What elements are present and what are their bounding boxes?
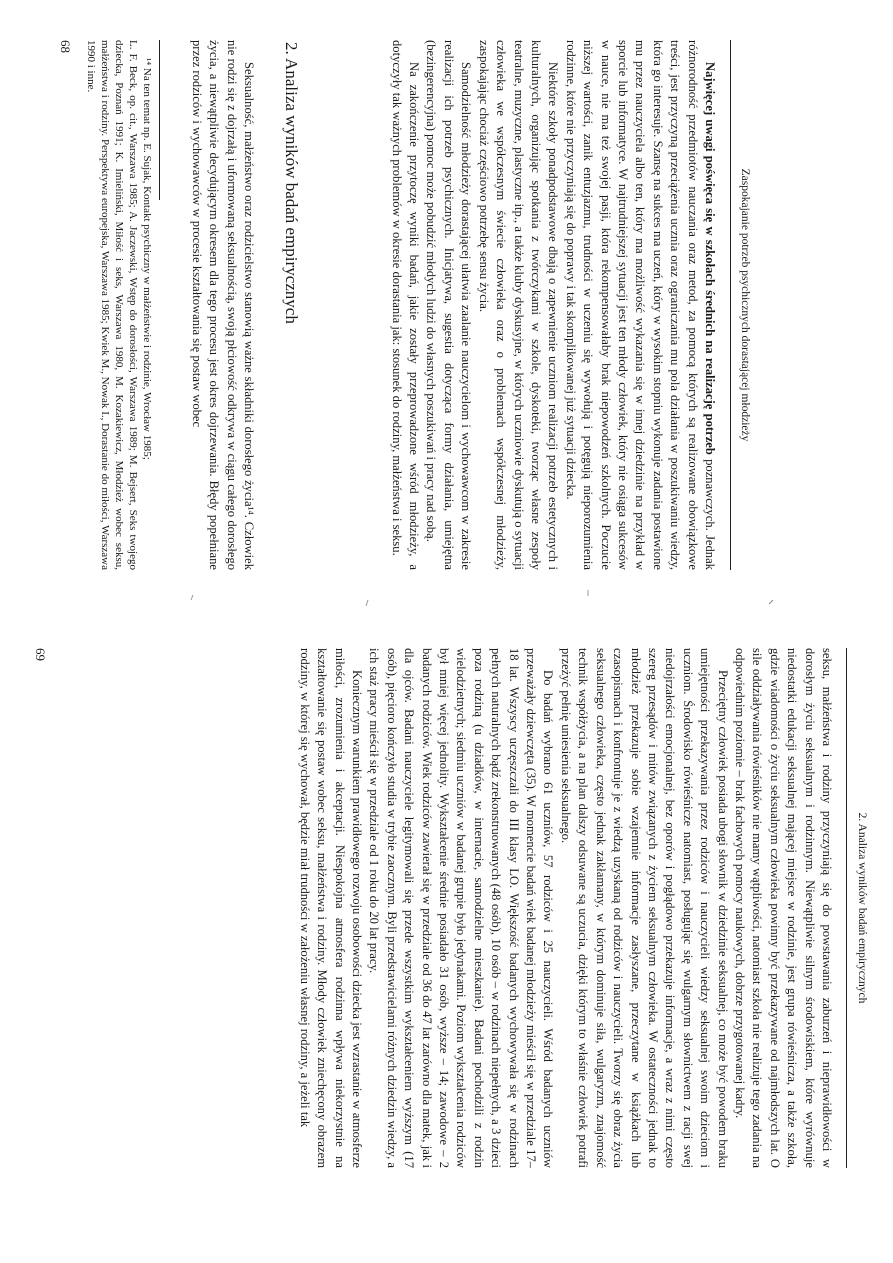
left-body-text-2 bbox=[187, 40, 257, 570]
right-p2: Przeciętny człowiek posiada ubogi słownik w dziedzinie seksualnej, co może być powodem braku umiejętności przekazywania przez rodziców i nauczycieli wiedzy seksualnej swoim dzieciom i uczniom. Środowisko rówieśnicze natomiast, posługując się wulgarnym słownictwem z racji swej niedojrzałości emocjonalnej, bez oporów i pogłądowo przekazuje informacje, a wraz z nimi często szereg przesądów i mitów związanych z życiem seksualnym człowieka. W ostateczności jednak to młodzież przekazuje sobie wzajemnie informacje zasłyszane, przeczytane w książkach lub czasopismach i konfrontuje je z wiedzą uzyskaną od rodziców i nauczycieli. Tworzy się obraz życia seksualnego człowieka, często jednak zakłamany, w którym dominuje siła, wulgaryzm, znajomość technik współżycia, a na plan dalszy odsuwane są uczucia, dzięki którym to właśnie człowiek potrafi przeżyć pełnię uniesienia seksualnego. bbox=[558, 648, 730, 1168]
right-header-rule bbox=[846, 648, 847, 1168]
left-p4: Na zakończenie przytoczę wyniki badań, jakie zostały przeprowadzone wśród młodzieży, a dotyczyły tak ważnych problemów w okresie dorastania jak: stosunek do rodziny, małżeństwa i seksu. bbox=[389, 40, 422, 570]
left-p2: Niektóre szkoły ponadpodstawowe dbają o zapewnienie uczniom realizacji potrzeb estetycznych i kulturalnych, organizując spotkania z twórczykami w szkole, dyskoteki, tworząc własne zespoły teatralne, muzyczne, plastyczne itp., a także kluby dyskusyjne, w których uczniowie dyskutują o sytuacji człowieka we współczesnym świecie człowieka oraz o problemach współczesnej młodzieży, zaspokajając chociaż częściowo potrzebę sensu życia. bbox=[476, 40, 561, 570]
gutter-scan-marks bbox=[0, 560, 893, 650]
right-page-number: 69 bbox=[33, 648, 48, 661]
left-page-number: 68 bbox=[58, 40, 73, 53]
left-p5: Seksualność, małżeństwo oraz rodzicielstwo stanowią ważne składniki dorosłego życia¹⁴. Człowiek nie rodzi się z dojrzałą i uformowaną seksualnością, swoją płciowość odkrywa w ciągu całego dorosłego życia, a niewątpliwie decydującym okresem dla tego procesu jest okres dojrzewania. Błędy popełniane przez rodziców i wychowawców w procesie kształtowania się postaw wobec bbox=[189, 40, 256, 570]
footnote bbox=[84, 40, 154, 570]
left-page bbox=[0, 40, 893, 570]
right-p1: seksu, małżeństwa i rodziny przyczyniają się do powstawania zaburzeń i nieprawidłowości w dorosłym życiu seksualnym i rodzinnym. Niewątpliwie silnym środowiskiem, które wyrównuje niedostatki edukacji seksualnej mającej miejsce w rodzinie, jest grupa rówieśnicza, a także szkoła, gdzie wiadomości o życiu seksualnym człowieka powinny być przekazywane od najmłodszych lat. O sile oddziaływania rówieśników nie mamy wątpliwości, natomiast szkoła nie realizuje tego zadania na odpowiednim poziomie – brak fachowych pomocy naukowych, dobrze przygotowanej kadry. bbox=[732, 648, 834, 1168]
right-body-text bbox=[295, 648, 835, 1168]
right-running-head: 2. Analiza wyników badań empirycznych bbox=[856, 812, 868, 1004]
right-p4: Koniecznym warunkiem prawidłowego rozwoju osobowości dziecka jest wzrastanie w atmosferze miłości, zrozumienia i akceptacji. Niespokojna atmosfera rodzinna wpływa niekorzystnie na kształtowanie się postaw wobec seksu, małżeństwa i rodziny. Młody człowiek zniechęcony obrazem rodziny, w której się wychował, będzie miał trudności w założeniu własnej rodziny, a jeżeli tak bbox=[297, 648, 365, 1168]
footnote-rest: L. F. Beck, op. cit., Warszawa 1985; A. Jaczewski, Wstęp do dorosłości, Warszawa 1989; M. Bejsert, Seks twojego dziecka, Poznań 1991; K. Imieliński, Miłość i seks, Warszawa 1980, M. Kozakiewicz, Młodzież wobec seksu, małżeństwa i rodziny. Perspektywa europejska, Warszawa 1985; Kwiek M., Nowak I., Dorastanie do miłości, Warszawa 1990 i inne. bbox=[85, 40, 139, 570]
left-p3: Samodzielność młodzieży dorastającej ułatwia zaalanie nauczycielom i wychowawcom w zakresie realizacji ich potrzeb psychicznych. Inicjatywa, sugestia dotycząca formy działania, umiejętna (bezingerencyjna) pomoc może pobudzić młodych ludzi do własnych poszukiwań i pracy nad sobą. bbox=[424, 40, 474, 570]
section-heading: 2. Analiza wyników badań empirycznych bbox=[282, 42, 301, 324]
footnote-line1: ¹⁴ Na ten temat np. E. Sujak, Kontakt psychiczny w małżeństwie i rodzinie, Wrocław 1985; bbox=[141, 58, 153, 460]
right-page bbox=[0, 648, 893, 1188]
footnote-rule bbox=[159, 40, 160, 200]
left-running-head: Zaspokajanie potrzeb psychicznych dorastającej młodzieży bbox=[739, 168, 751, 442]
left-body-text bbox=[387, 40, 718, 570]
left-p1-bold: Najwięcej uwagi poświęca się w szkołach średnich na realizację potrzeb bbox=[703, 62, 717, 455]
right-p3: Do badań wybrano 61 uczniów, 57 rodziców i 25 nauczycieli. Wśród badanych uczniów przeważały dziewczęta (35). W momencie badań wiek badanej młodzieży mieścił się w przedziale 17–18 lat. Wszyscy uczęszczali do III klasy LO. Większość badanych wychowywała się w rodzinach pełnych naturalnych bądź zrekonstruowanych (48 osób), 10 osób – w rodzinach niepełnych, a 3 dzieci poza rodziną (u dziadków, w internacie, samodzielne mieszkanie). Badani pochodzili z rodzin wielodzietnych; siedmiu uczniów w badanej grupie było jedynakami. Poziom wykształcenia rodziców był mniej więcej jednolity. Wykształcenie średnie posiadało 31 osób, wyższe – 14; zawodowe – 2 badanych rodziców. Wiek rodziców zawierał się w przedziale od 36 do 47 lat zarówno dla matek, jak i dla ojców. Badani nauczyciele legitymowali się przede wszystkim wykształceniem wyższym (17 osób), pięciorо kończyło studia w trybie zaocznym. Byli przedstawicielami różnych dziedzin wiedzy, a ich staż pracy mieścił się w przedziale od 1 roku do 20 lat pracy. bbox=[367, 648, 556, 1168]
left-header-rule bbox=[730, 40, 731, 570]
left-p1-rest: poznawczych. Jednak różnorodność przedmiotów nauczania oraz metod, za pomocą których są realizowane obowiązkowe treści, jest przyczyną przeciążenia ucznia oraz ograniczania mu pola działania w poszukiwaniu wiedzy, która go interesuje. Szansę na sukces ma uczeń, który w wysokim stopniu wykonuje zadania postawione mu przez nauczyciela albo ten, który ma możliwość wykazania się w innej dziedzinie na przykład w sporcie lub informatyce. W najtrudniejszej sytuacji jest ten młody człowiek, który nie osiąga sukcesów w nauce, nie ma też swojej pasji, która rekompensowałaby brak niepowodzeń szkolnych. Poczucie niższej wartości, zanik entuzjazmu, trudności w uczeniu się wywołują i potęgują nieporozumienia rodzinne, które nie przyczyniają się do poprawy i tak skomplikowanej już sytuacji dziecka. bbox=[563, 40, 717, 570]
